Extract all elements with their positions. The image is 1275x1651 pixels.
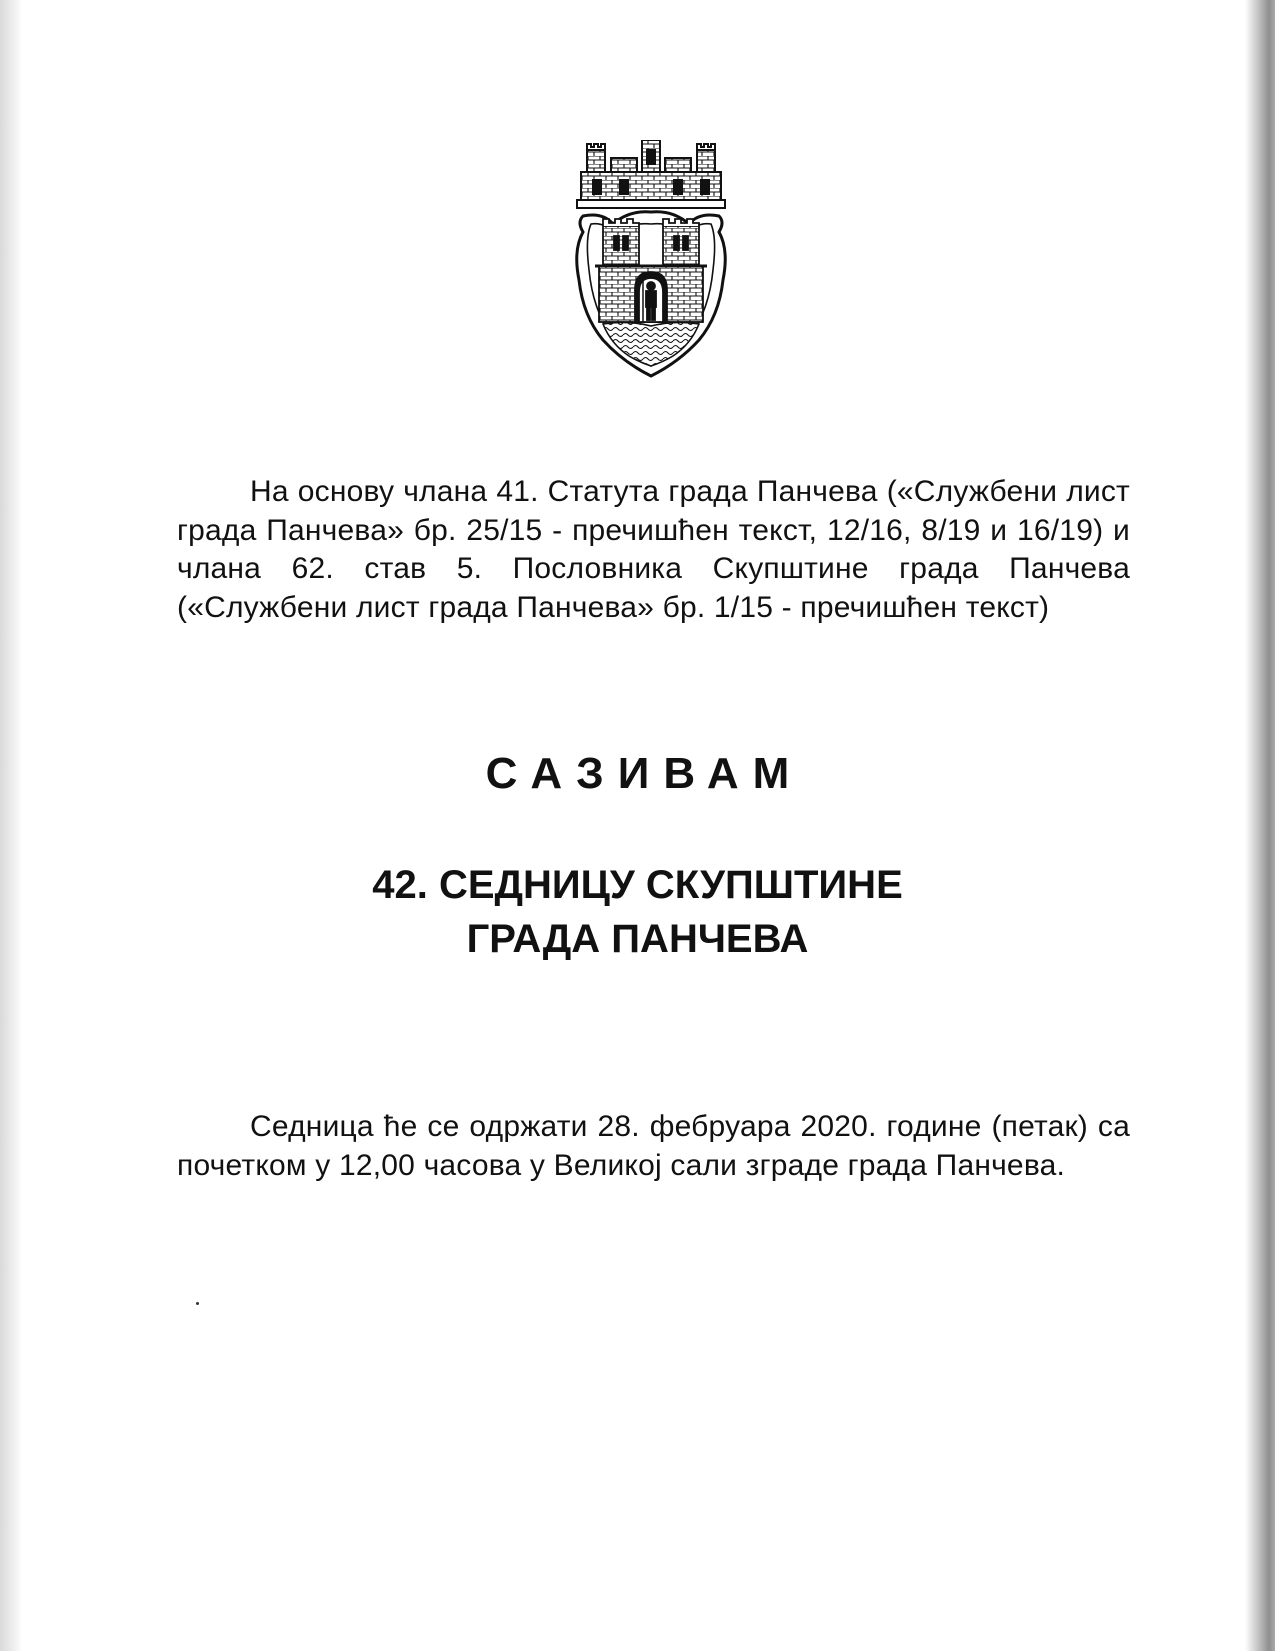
session-paragraph: Седница ће се одржати 28. фебруара 2020. године (петак) са почетком у 12,00 часова у Великој сали зграде града Панчева. xyxy=(177,1110,1130,1182)
pancevo-coat-of-arms-icon xyxy=(573,140,729,390)
intro-paragraph: На основу члана 41. Статута града Панчева («Службени лист града Панчева» бр. 25/15 - пречишћен текст, 12/16, 8/19 и 16/19) и члана 62. став 5. Пословника Скупштине града Панчева («Службени лист града Панчева» бр. 1/15 - пречишћен текст) xyxy=(177,475,1130,624)
session-title xyxy=(0,858,1275,966)
scan-edge-right xyxy=(1245,0,1275,1651)
scan-speck xyxy=(196,1302,199,1305)
session-title-line1: 42. СЕДНИЦУ СКУПШТИНЕ xyxy=(372,863,903,907)
session-title-line2: ГРАДА ПАНЧЕВА xyxy=(466,917,809,961)
convene-heading: САЗИВАМ xyxy=(485,749,804,798)
scan-edge-left xyxy=(0,0,22,1651)
